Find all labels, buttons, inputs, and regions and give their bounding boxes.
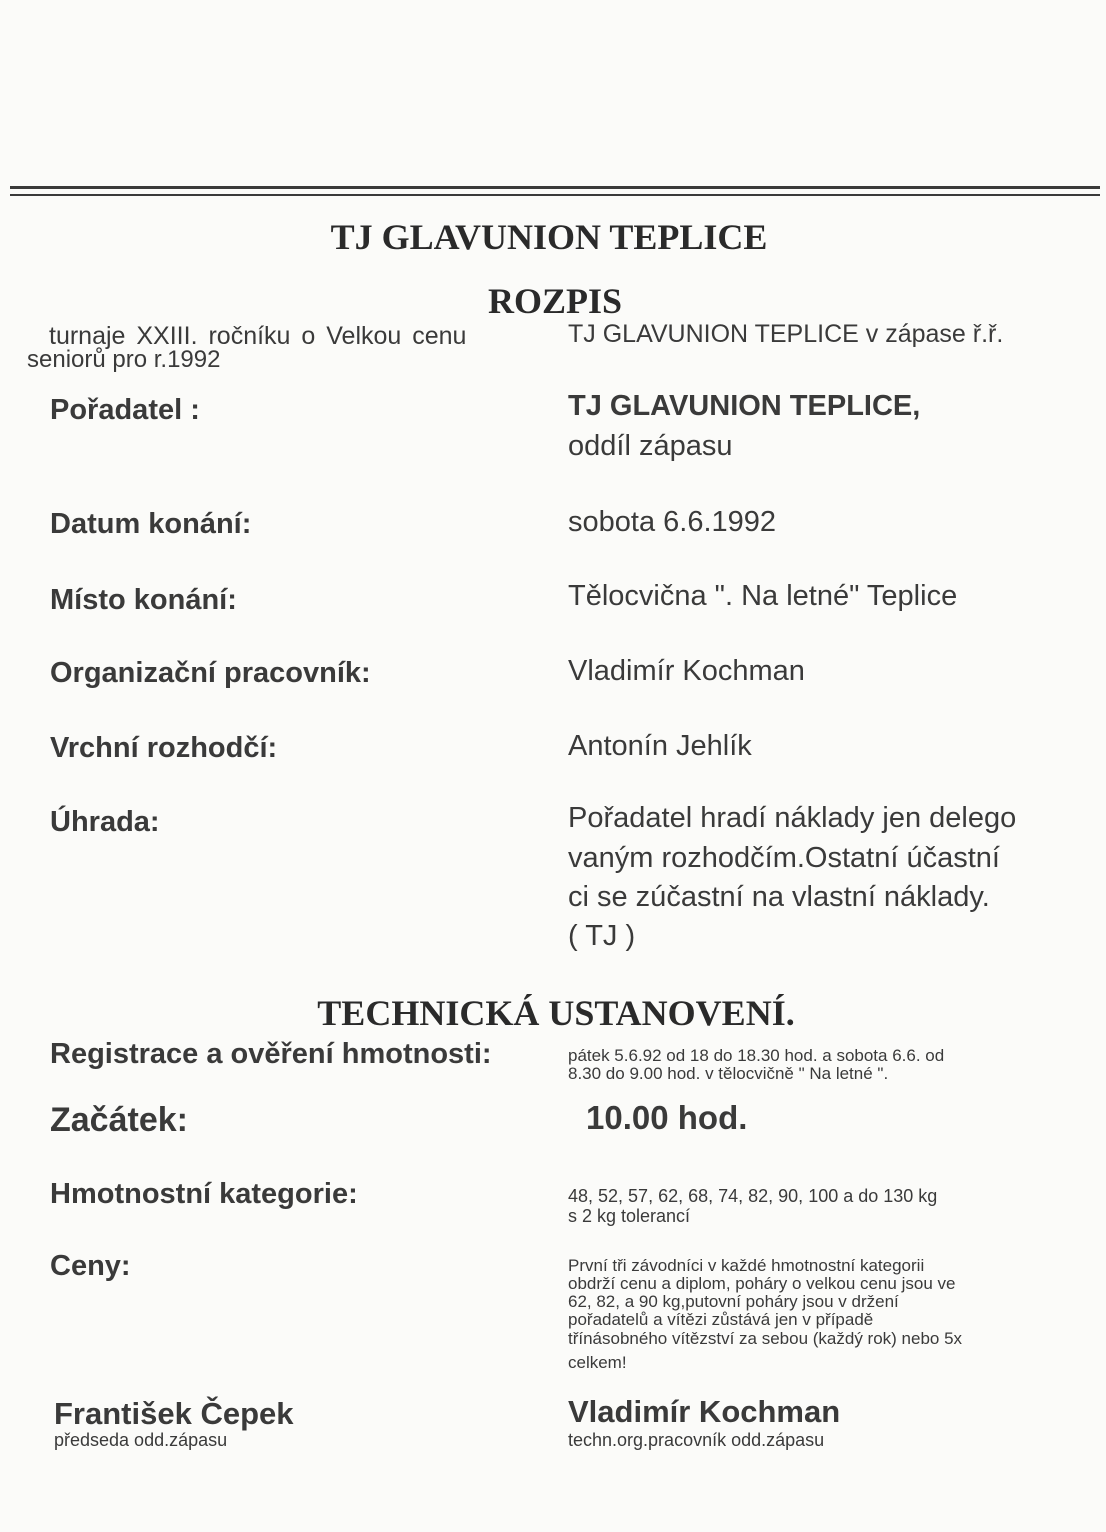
org-value: Vladimír Kochman (568, 655, 805, 687)
signature-left-role: předseda odd.zápasu (54, 1430, 228, 1450)
poradatel-value: TJ GLAVUNION TEPLICE, (568, 390, 921, 422)
kategorie-label: Hmotnostní kategorie: (50, 1178, 358, 1210)
rozhodci-label: Vrchní rozhodčí: (50, 732, 278, 764)
zacatek-label: Začátek: (50, 1101, 188, 1139)
ceny-label: Ceny: (50, 1250, 131, 1282)
ceny-line-5: třínásobného vítězství za sebou (každý rok) nebo 5x (568, 1329, 963, 1348)
uhrada-line1: Pořadatel hradí náklady jen delego (568, 802, 1017, 834)
uhrada-line2: vaným rozhodčím.Ostatní účastní (568, 842, 1000, 874)
datum-label: Datum konání: (50, 508, 252, 540)
misto-value: Tělocvična ". Na letné" Teplice (568, 580, 958, 612)
ceny-line-6: celkem! (568, 1353, 627, 1372)
poradatel-label: Pořadatel : (50, 394, 200, 426)
registrace-line2: 8.30 do 9.00 hod. v tělocvičně " Na letné ". (568, 1064, 889, 1083)
misto-label: Místo konání: (50, 584, 237, 616)
ceny-line-4: pořadatelů a vítězi zůstává jen v případě (568, 1310, 874, 1329)
zacatek-value: 10.00 hod. (586, 1099, 748, 1136)
intro-right: TJ GLAVUNION TEPLICE v zápase ř.ř. (568, 320, 1004, 348)
top-rule-thin (10, 194, 1100, 196)
org-label: Organizační pracovník: (50, 657, 371, 689)
registrace-line1: pátek 5.6.92 od 18 do 18.30 hod. a sobota 6.6. od (568, 1046, 945, 1065)
kategorie-line1: 48, 52, 57, 62, 68, 74, 82, 90, 100 a do 130 kg (568, 1186, 938, 1206)
poradatel-value2: oddíl zápasu (568, 430, 733, 462)
top-rule-thick (10, 186, 1100, 189)
org-title: TJ GLAVUNION TEPLICE (330, 217, 768, 257)
technical-heading: TECHNICKÁ USTANOVENÍ. (317, 993, 795, 1033)
kategorie-line2: s 2 kg tolerancí (568, 1206, 691, 1226)
ceny-line-3: 62, 82, a 90 kg,putovní poháry jsou v držení (568, 1292, 899, 1311)
signature-left-name: František Čepek (54, 1396, 294, 1431)
datum-value: sobota 6.6.1992 (568, 506, 777, 538)
rozhodci-value: Antonín Jehlík (568, 730, 752, 762)
signature-right-role: techn.org.pracovník odd.zápasu (568, 1430, 825, 1450)
uhrada-line3: ci se zúčastní na vlastní náklady. (568, 881, 990, 913)
registrace-label: Registrace a ověření hmotnosti: (50, 1038, 492, 1070)
uhrada-label: Úhrada: (50, 806, 160, 838)
intro-left: turnaje XXIII. ročníku o Velkou cenu (49, 322, 467, 350)
ceny-line-1: První tři závodníci v každé hmotnostní kategorii (568, 1256, 925, 1275)
ceny-line-2: obdrží cenu a diplom, poháry o velkou cenu jsou ve (568, 1274, 956, 1293)
doc-title: ROZPIS (487, 281, 623, 321)
signature-right-name: Vladimír Kochman (568, 1394, 841, 1429)
intro-line2: seniorů pro r.1992 (27, 346, 221, 373)
uhrada-line4: ( TJ ) (568, 920, 636, 952)
